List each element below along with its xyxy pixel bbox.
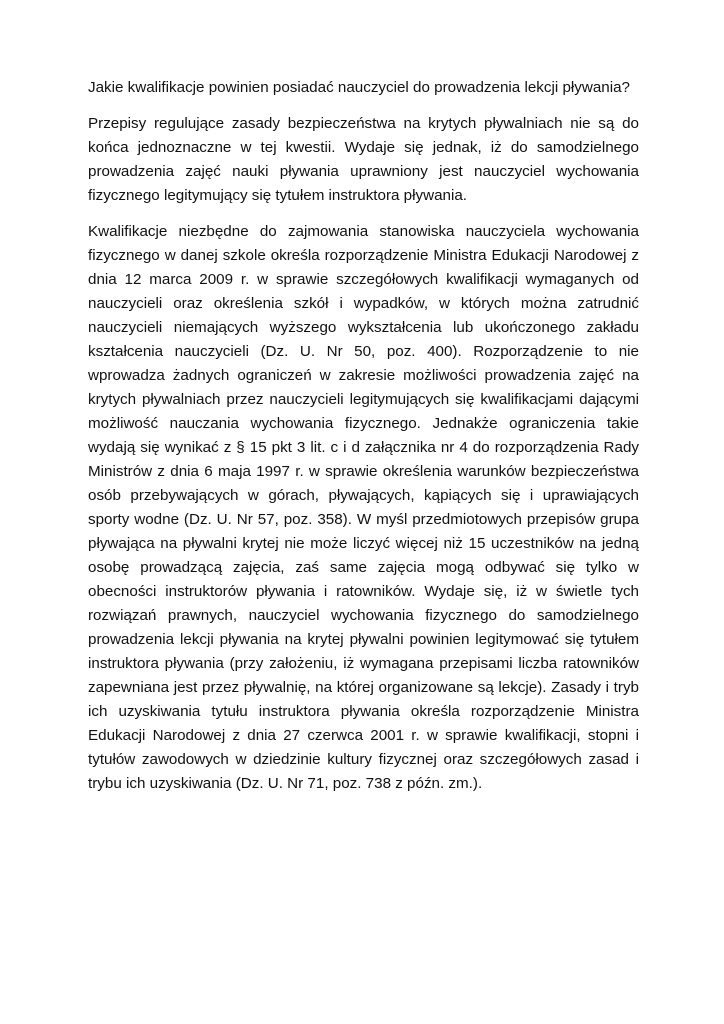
question-paragraph: Jakie kwalifikacje powinien posiadać nauczyciel do prowadzenia lekcji pływania? [88, 79, 630, 96]
answer-intro-paragraph: Przepisy regulujące zasady bezpieczeństwa na krytych pływalniach nie są do końca jednoznaczne w tej kwestii. Wydaje się jednak, iż do samodzielnego prowadzenia zajęć nauki pływania uprawniony jest nauczyciel wychowania fizycznego legitymujący się tytułem instruktora pływania. [88, 115, 639, 204]
answer-body-paragraph: Kwalifikacje niezbędne do zajmowania stanowiska nauczyciela wychowania fizycznego w danej szkole określa rozporządzenie Ministra Edukacji Narodowej z dnia 12 marca 2009 r. w sprawie szczegółowych kwalifikacji wymaganych od nauczycieli oraz określenia szkół i wypadków, w których można zatrudnić nauczycieli niemających wyższego wykształcenia lub ukończonego zakładu kształcenia nauczycieli (Dz. U. Nr 50, poz. 400). Rozporządzenie to nie wprowadza żadnych ograniczeń w zakresie możliwości prowadzenia zajęć na krytych pływalniach przez nauczycieli legitymujących się kwalifikacjami dającymi możliwość nauczania wychowania fizycznego. Jednakże ograniczenia takie wydają się wynikać z § 15 pkt 3 lit. c i d załącznika nr 4 do rozporządzenia Rady Ministrów z dnia 6 maja 1997 r. w sprawie określenia warunków bezpieczeństwa osób przebywających w górach, pływających, kąpiących się i uprawiających sporty wodne (Dz. U. Nr 57, poz. 358). W myśl przedmiotowych przepisów grupa pływająca na pływalni krytej nie może liczyć więcej niż 15 uczestników na jedną osobę prowadzącą zajęcia, zaś same zajęcia mogą odbywać się tylko w obecności instruktorów pływania i ratowników. Wydaje się, iż w świetle tych rozwiązań prawnych, nauczyciel wychowania fizycznego do samodzielnego prowadzenia lekcji pływania na krytej pływalni powinien legitymować się tytułem instruktora pływania (przy założeniu, iż wymagana przepisami liczba ratowników zapewniana jest przez pływalnię, na której organizowane są lekcje). Zasady i tryb ich uzyskiwania tytułu instruktora pływania określa rozporządzenie Ministra Edukacji Narodowej z dnia 27 czerwca 2001 r. w sprawie kwalifikacji, stopni i tytułów zawodowych w dziedzinie kultury fizycznej oraz szczegółowych zasad i trybu ich uzyskiwania (Dz. U. Nr 71, poz. 738 z późn. zm.). [88, 223, 639, 792]
document-page [88, 76, 639, 808]
